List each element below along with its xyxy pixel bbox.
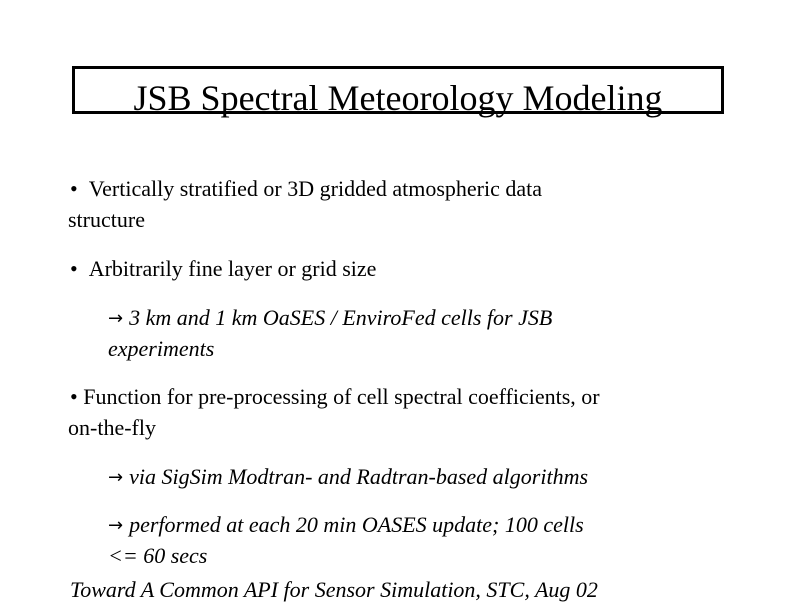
- right-arrow-icon: →: [108, 467, 124, 488]
- sub-bullet-continuation: experiments: [108, 336, 215, 361]
- bullet-symbol: •: [70, 176, 78, 201]
- bullet-symbol: •: [70, 256, 78, 281]
- bullet-text: Function for pre-processing of cell spectral coefficients, or: [83, 384, 600, 409]
- sub-bullet-continuation: <= 60 secs: [108, 543, 208, 568]
- bullet-continuation: on-the-fly: [68, 415, 156, 440]
- sub-bullet-text: performed at each 20 min OASES update; 100 cells: [129, 512, 584, 537]
- slide-title: JSB Spectral Meteorology Modeling: [133, 78, 663, 118]
- bullet-text: Arbitrarily fine layer or grid size: [88, 256, 377, 281]
- bullet-item: [70, 381, 600, 413]
- slide-footer: Toward A Common API for Sensor Simulation, STC, Aug 02: [70, 577, 598, 602]
- right-arrow-icon: →: [108, 308, 124, 329]
- bullet-continuation: structure: [68, 207, 145, 232]
- sub-bullet-item: [108, 461, 588, 495]
- bullet-item: [70, 253, 376, 285]
- right-arrow-icon: →: [108, 515, 124, 536]
- bullet-symbol: •: [70, 384, 78, 409]
- sub-bullet-text: via SigSim Modtran- and Radtran-based algorithms: [129, 464, 589, 489]
- sub-bullet-text: 3 km and 1 km OaSES / EnviroFed cells for JSB: [129, 305, 553, 330]
- sub-bullet-item: [108, 302, 552, 336]
- bullet-item: [70, 173, 542, 205]
- bullet-text: Vertically stratified or 3D gridded atmospheric data: [88, 176, 542, 201]
- sub-bullet-item: [108, 509, 584, 543]
